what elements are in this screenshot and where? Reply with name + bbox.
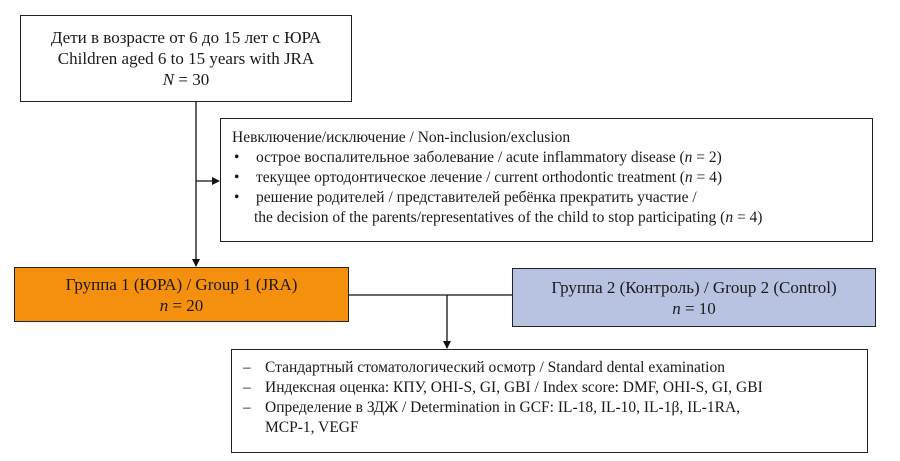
exclusion-item-n-value: = 2) [692, 149, 722, 166]
dash-icon: – [243, 379, 251, 396]
exclusion-item-n-label: n [725, 209, 734, 226]
exclusion-item-cont-text: the decision of the parents/representatives of the child to stop participating ( [254, 209, 726, 226]
cohort-n-label: N [162, 70, 175, 89]
exclusion-box [220, 118, 873, 242]
cohort-n-value: = 30 [174, 70, 210, 89]
exclusion-item-continuation [232, 208, 872, 228]
group1-n-value: = 20 [168, 295, 204, 315]
cohort-line-en: Children aged 6 to 15 years with JRA [57, 49, 315, 68]
exclusion-item [232, 148, 872, 168]
bullet-icon: • [234, 149, 240, 166]
exclusion-item [232, 168, 872, 188]
group1-title: Группа 1 (ЮРА) / Group 1 (JRA) [65, 274, 298, 294]
exclusion-item-text: текущее ортодонтическое лечение / current orthodontic treatment ( [256, 169, 685, 186]
exclusion-item-n-label: n [684, 169, 693, 186]
methods-item-continuation: MCP-1, VEGF [265, 419, 359, 436]
group2-n-label: n [672, 298, 681, 318]
bullet-icon: • [234, 169, 240, 186]
cohort-line-ru: Дети в возрасте от 6 до 15 лет с ЮРА [50, 28, 322, 47]
methods-item-text: Индексная оценка: КПУ, OHI-S, GI, GBI / Index score: DMF, OHI-S, GI, GBI [265, 379, 763, 396]
methods-item [243, 378, 867, 398]
cohort-n [163, 69, 209, 90]
exclusion-item-n-value: = 4) [733, 209, 763, 226]
dash-icon: – [243, 399, 251, 416]
methods-item [243, 398, 867, 418]
group1-box [14, 267, 349, 322]
bullet-icon: • [234, 189, 240, 206]
group1-n-label: n [159, 295, 169, 315]
dash-icon: – [243, 359, 251, 376]
exclusion-item-n-label: n [684, 149, 693, 166]
exclusion-item-text: решение родителей / представителей ребёнка прекратить участие / [256, 189, 697, 206]
group2-box [512, 268, 876, 327]
methods-item [243, 358, 867, 378]
methods-item-text: Стандартный стоматологический осмотр / Standard dental examination [265, 359, 725, 376]
exclusion-item-n-value: = 4) [692, 169, 723, 186]
group2-n [672, 298, 716, 319]
group2-title: Группа 2 (Контроль) / Group 2 (Control) [551, 277, 837, 297]
cohort-box [20, 15, 352, 102]
exclusion-title: Невключение/исключение / Non-inclusion/exclusion [232, 129, 571, 146]
methods-item-text: Определение в ЗДЖ / Determination in GCF: IL-18, IL-10, IL-1β, IL-1RA, [265, 399, 741, 416]
methods-box [231, 349, 868, 453]
group2-n-value: = 10 [680, 298, 716, 318]
exclusion-item-text: острое воспалительное заболевание / acute inflammatory disease ( [256, 149, 685, 166]
group1-n [160, 295, 204, 316]
exclusion-item [232, 188, 872, 208]
